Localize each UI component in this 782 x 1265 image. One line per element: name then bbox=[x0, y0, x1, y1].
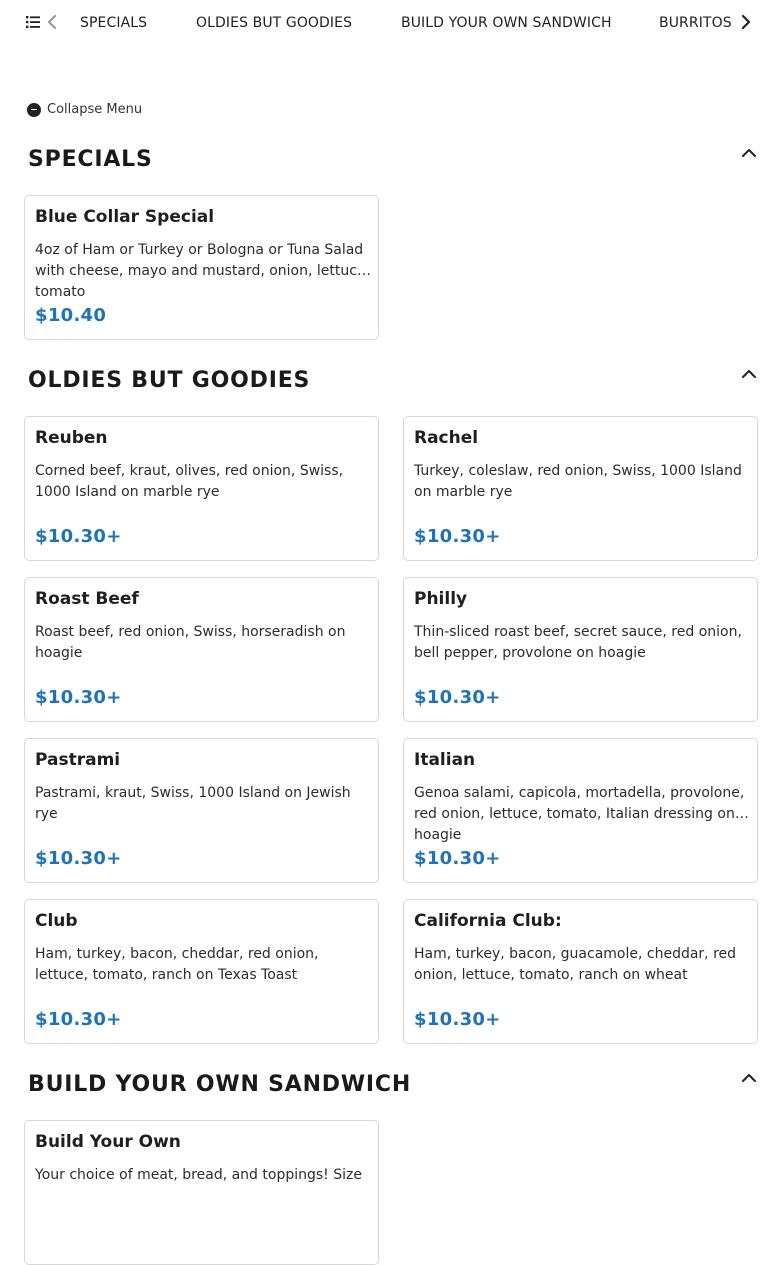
section-title-oldies-but-goodies: OLDIES BUT GOODIES bbox=[28, 368, 311, 393]
menu-item-card[interactable] bbox=[403, 577, 758, 722]
item-description: Ham, turkey, bacon, cheddar, red onion, lettuce, tomato, ranch on Texas Toast bbox=[35, 946, 319, 983]
menu-item-card[interactable] bbox=[403, 738, 758, 883]
collapse-menu-label: Collapse Menu bbox=[47, 102, 143, 117]
menu-item-card[interactable] bbox=[24, 577, 379, 722]
chevron-right-icon[interactable] bbox=[740, 14, 752, 30]
item-name: Pastrami bbox=[35, 750, 121, 770]
item-name: Italian bbox=[414, 750, 476, 770]
item-price: $10.30+ bbox=[35, 687, 122, 708]
tab-specials[interactable]: SPECIALS bbox=[80, 15, 148, 31]
section-title-build-your-own-sandwich: BUILD YOUR OWN SANDWICH bbox=[28, 1072, 412, 1097]
item-price: $10.30+ bbox=[35, 1009, 122, 1030]
item-description: Genoa salami, capicola, mortadella, provolone, red onion, lettuce, tomato, Italian dressing on hoagie bbox=[414, 785, 745, 843]
collapse-menu-button[interactable] bbox=[27, 102, 142, 117]
list-icon[interactable] bbox=[26, 15, 40, 29]
item-description: Ham, turkey, bacon, guacamole, cheddar, red onion, lettuce, tomato, ranch on wheat bbox=[414, 946, 737, 983]
menu-item-card[interactable] bbox=[24, 416, 379, 561]
item-name: Roast Beef bbox=[35, 589, 139, 609]
item-description: Roast beef, red onion, Swiss, horseradish on hoagie bbox=[35, 624, 346, 661]
category-nav bbox=[0, 0, 782, 46]
item-name: Blue Collar Special bbox=[35, 207, 215, 227]
chevron-up-icon[interactable] bbox=[741, 368, 757, 380]
chevron-up-icon[interactable] bbox=[741, 1072, 757, 1084]
menu-item-card[interactable] bbox=[24, 899, 379, 1044]
chevron-up-icon[interactable] bbox=[741, 147, 757, 159]
item-name: Club bbox=[35, 911, 78, 931]
chevron-left-icon[interactable] bbox=[46, 14, 58, 30]
item-price: $10.30+ bbox=[414, 526, 501, 547]
item-name: Philly bbox=[414, 589, 468, 609]
item-price: $10.30+ bbox=[414, 848, 501, 869]
item-name: California Club: bbox=[414, 911, 562, 931]
tab-oldies-but-goodies[interactable]: OLDIES BUT GOODIES bbox=[196, 15, 353, 31]
item-description: Corned beef, kraut, olives, red onion, Swiss, 1000 Island on marble rye bbox=[35, 463, 344, 500]
section-title-specials: SPECIALS bbox=[28, 147, 153, 172]
tab-burritos[interactable]: BURRITOS bbox=[659, 15, 732, 31]
item-price: $10.30+ bbox=[35, 526, 122, 547]
item-price: $10.30+ bbox=[414, 1009, 501, 1030]
menu-item-card[interactable] bbox=[24, 195, 379, 340]
menu-item-card[interactable] bbox=[24, 1120, 379, 1265]
item-price: $10.30+ bbox=[35, 848, 122, 869]
item-description: 4oz of Ham or Turkey or Bologna or Tuna Salad with cheese, mayo and mustard, onion, lettuce, tomato bbox=[35, 242, 371, 300]
item-name: Reuben bbox=[35, 428, 108, 448]
item-name: Rachel bbox=[414, 428, 479, 448]
item-description: Your choice of meat, bread, and toppings! Size bbox=[35, 1167, 362, 1183]
minus-circle-icon bbox=[27, 103, 41, 117]
menu-item-card[interactable] bbox=[403, 416, 758, 561]
item-description: Pastrami, kraut, Swiss, 1000 Island on Jewish rye bbox=[35, 785, 351, 822]
item-description: Turkey, coleslaw, red onion, Swiss, 1000 Island on marble rye bbox=[414, 463, 742, 500]
item-name: Build Your Own bbox=[35, 1132, 181, 1152]
item-price: $10.40 bbox=[35, 305, 107, 326]
item-price: $10.30+ bbox=[414, 687, 501, 708]
item-description: Thin-sliced roast beef, secret sauce, red onion, bell pepper, provolone on hoagie bbox=[414, 624, 742, 661]
tab-build-your-own-sandwich[interactable]: BUILD YOUR OWN SANDWICH bbox=[401, 15, 612, 31]
menu-item-card[interactable] bbox=[24, 738, 379, 883]
menu-item-card[interactable] bbox=[403, 899, 758, 1044]
